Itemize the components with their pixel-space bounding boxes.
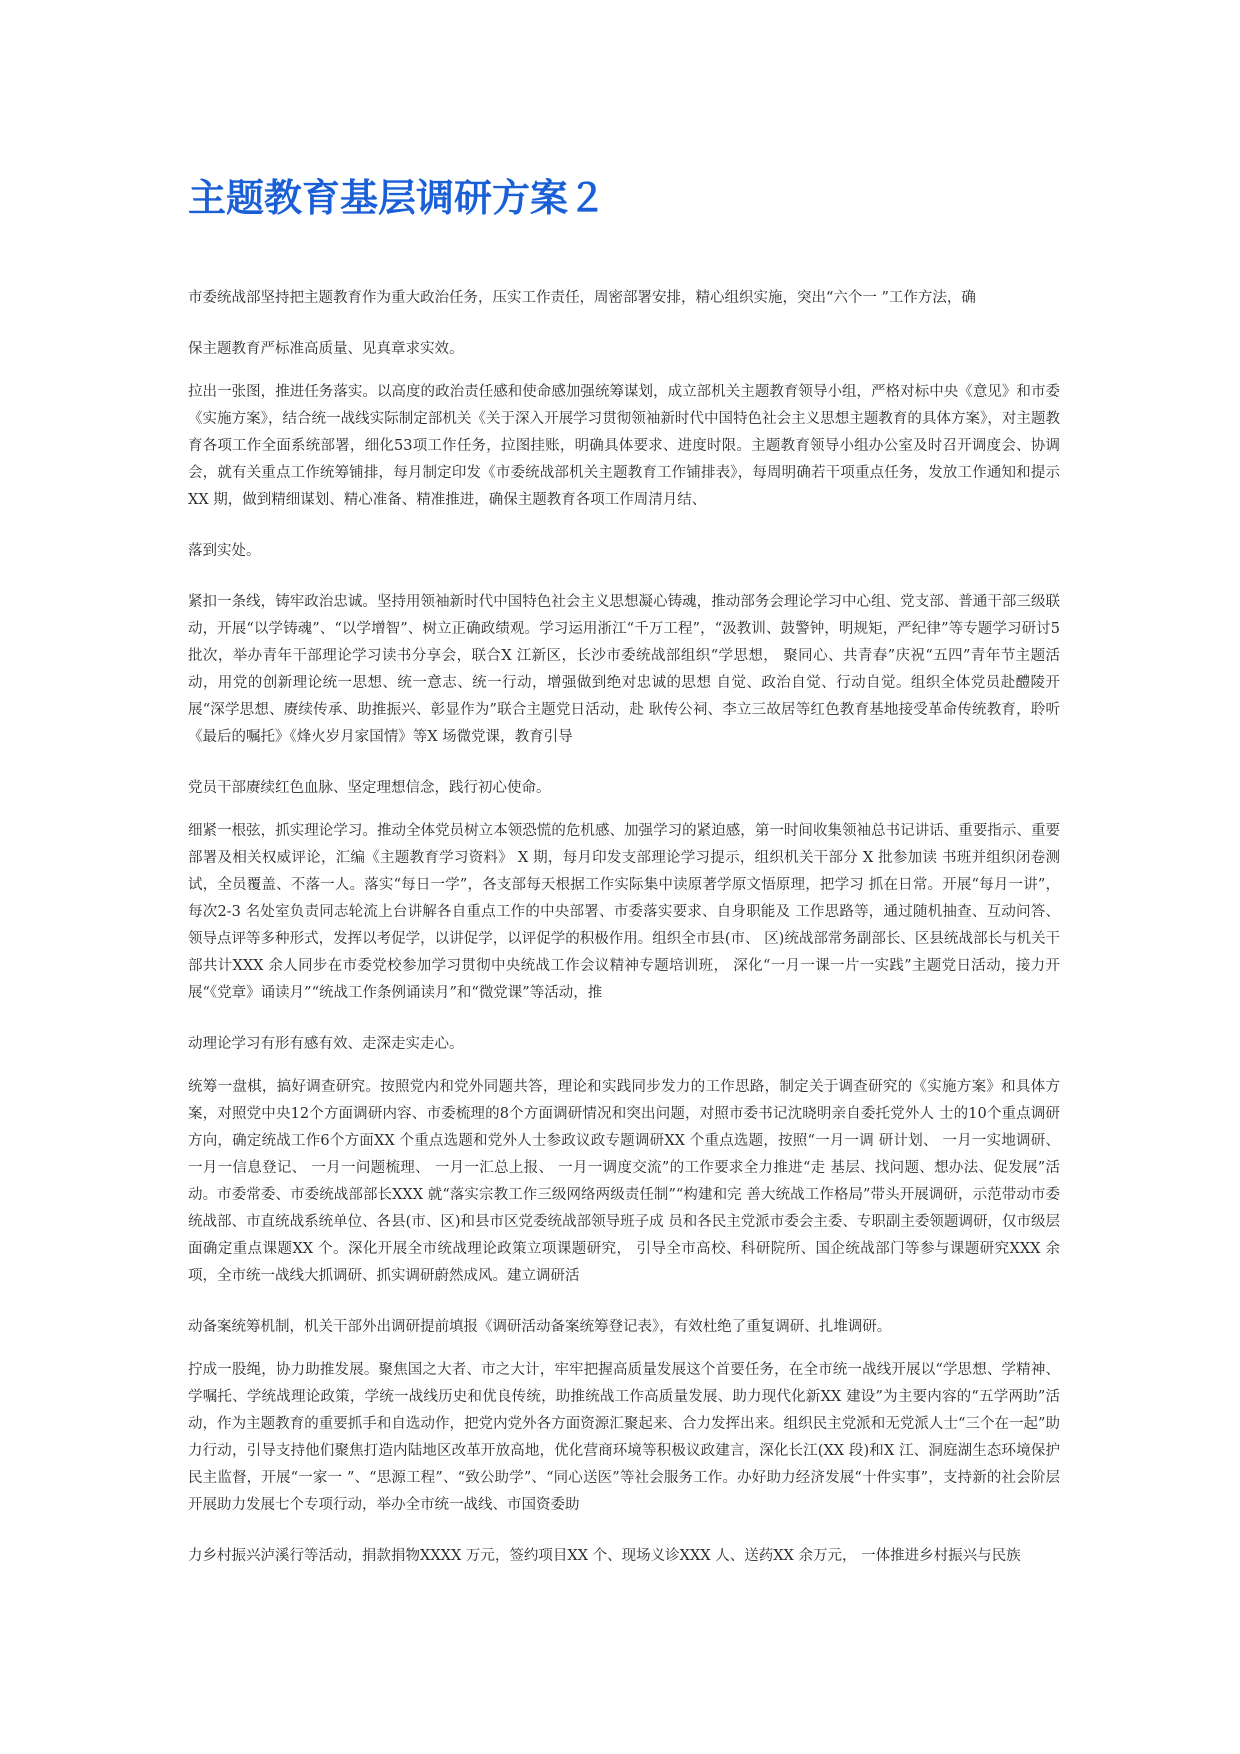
paragraph-section-5-continued: 力乡村振兴泸溪行等活动，捐款捐物XXXX 万元，签约项目XX 个、现场义诊XXX 人、送药XX 余万元， 一体推进乡村振兴与民族 xyxy=(188,1548,1021,1564)
paragraph-section-4: 统筹一盘棋，搞好调查研究。按照党内和党外同题共答，理论和实践同步发力的工作思路，制定关于调查研究的《实施方案》和具体方案，对照党中央12个方面调研内容、市委梳理的8个方面调研情况和突出问题，对照市委书记沈晓明亲自委托党外人 士的10个重点调研方向，确定统战工作6个方面XX 个重点选题和党外人士参政议政专题调研XX 个重点选题，按照“一月一调 研计划、 一月一实地调研、 一月一信息登记、 一月一问题梳理、 一月一汇总上报、 一月一调度交流”的工作要求全力推进“走 基层、找问题、想办法、促发展”活动。市委常委、市委统战部部长XXX 就“落实宗教工作三级网络两级责任制”“构建和完 善大统战工作格局”带头开展调研，示范带动市委统战部、市直统战系统单位、各县(市、区)和县市区党委统战部领导班子成 员和各民主党派市委会主委、专职副主委领题调研，仅市级层面确定重点课题XX 个。深化开展全市统战理论政策立项课题研究， 引导全市高校、科研院所、国企统战部门等参与课题研究XXX 余项，全市统一战线大抓调研、抓实调研蔚然成风。建立调研活 xyxy=(188,1079,1060,1284)
document-body xyxy=(188,285,1060,1570)
paragraph-intro: 市委统战部坚持把主题教育作为重大政治任务，压实工作责任，周密部署安排，精心组织实施，突出“六个一 ”工作方法，确 xyxy=(188,290,976,306)
paragraph-section-1: 拉出一张图，推进任务落实。以高度的政治责任感和使命感加强统筹谋划，成立部机关主题教育领导小组，严格对标中央《意见》和市委《实施方案》，结合统一战线实际制定部机关《关于深入开展学习贯彻领袖新时代中国特色社会主义思想主题教育的具体方案》，对主题教育各项工作全面系统部署，细化53项工作任务，拉图挂账，明确具体要求、进度时限。主题教育领导小组办公室及时召开调度会、协调会，就有关重点工作统筹铺排，每月制定印发《市委统战部机关主题教育工作铺排表》，每周明确若干项重点任务，发放工作通知和提示XX 期，做到精细谋划、精心准备、精准推进，确保主题教育各项工作周清月结、 xyxy=(188,384,1060,508)
paragraph-section-4-continued: 动备案统筹机制，机关干部外出调研提前填报《调研活动备案统筹登记表》，有效杜绝了重复调研、扎堆调研。 xyxy=(188,1319,892,1335)
paragraph-section-3: 细紧一根弦，抓实理论学习。推动全体党员树立本领恐慌的危机感、加强学习的紧迫感，第一时间收集领袖总书记讲话、重要指示、重要部署及相关权威评论，汇编《主题教育学习资料》 X 期，每月印发支部理论学习提示，组织机关干部分 X 批参加读 书班并组织闭卷测试，全员覆盖、不落一人。落实“每日一学”，各支部每天根据工作实际集中读原著学原文悟原理，把学习 抓在日常。开展“每月一讲”，每次2-3 名处室负责同志轮流上台讲解各自重点工作的中央部署、市委落实要求、自身职能及 工作思路等，通过随机抽查、互动问答、领导点评等多种形式，发挥以考促学，以讲促学，以评促学的积极作用。组织全市县(市、 区)统战部常务副部长、区县统战部长与机关干部共计XXX 余人同步在市委党校参加学习贯彻中央统战工作会议精神专题培训班， 深化“一月一课一片一实践”主题党日活动，接力开展“《党章》诵读月”“统战工作条例诵读月”和“微党课”等活动，推 xyxy=(188,823,1060,1001)
document-title: 主题教育基层调研方案２ xyxy=(188,176,607,220)
paragraph-section-5: 拧成一股绳，协力助推发展。聚焦国之大者、市之大计，牢牢把握高质量发展这个首要任务，在全市统一战线开展以“学思想、学精神、学嘱托、学统战理论政策，学统一战线历史和优良传统，助推统战工作高质量发展、助力现代化新XX 建设”为主要内容的“五学两助”活动，作为主题教育的重要抓手和自选动作，把党内党外各方面资源汇聚起来、合力发挥出来。组织民主党派和无党派人士“三个在一起”助力行动，引导支持他们聚焦打造内陆地区改革开放高地，优化营商环境等积极议政建言，深化长江(XX 段)和X 江、洞庭湖生态环境保护民主监督，开展“一家一 ”、“思源工程”、“致公助学”、“同心送医”等社会服务工作。办好助力经济发展“十件实事”，支持新的社会阶层开展助力发展七个专项行动，举办全市统一战线、市国资委助 xyxy=(188,1362,1060,1513)
paragraph-intro-continued: 保主题教育严标准高质量、见真章求实效。 xyxy=(188,341,464,357)
paragraph-section-3-continued: 动理论学习有形有感有效、走深走实走心。 xyxy=(188,1036,464,1052)
paragraph-section-2: 紧扣一条线，铸牢政治忠诚。坚持用领袖新时代中国特色社会主义思想凝心铸魂，推动部务会理论学习中心组、党支部、普通干部三级联动，开展“以学铸魂”、“以学增智”、树立正确政绩观。学习运用浙江“千万工程”，“汲教训、鼓警钟，明规矩，严纪律”等专题学习研讨5批次，举办青年干部理论学习读书分享会，联合X 江新区，长沙市委统战部组织“学思想， 聚同心、共青春”庆祝“五四”青年节主题活动，用党的创新理论统一思想、统一意志、统一行动，增强做到绝对忠诚的思想 自觉、政治自觉、行动自觉。组织全体党员赴醴陵开展“深学思想、赓续传承、助推振兴、彰显作为”联合主题党日活动，赴 耿传公祠、李立三故居等红色教育基地接受革命传统教育，聆听《最后的嘱托》《烽火岁月家国情》等X 场微党课，教育引导 xyxy=(188,594,1060,745)
paragraph-section-1-continued: 落到实处。 xyxy=(188,543,261,559)
paragraph-section-2-continued: 党员干部赓续红色血脉、坚定理想信念，践行初心使命。 xyxy=(188,780,551,796)
